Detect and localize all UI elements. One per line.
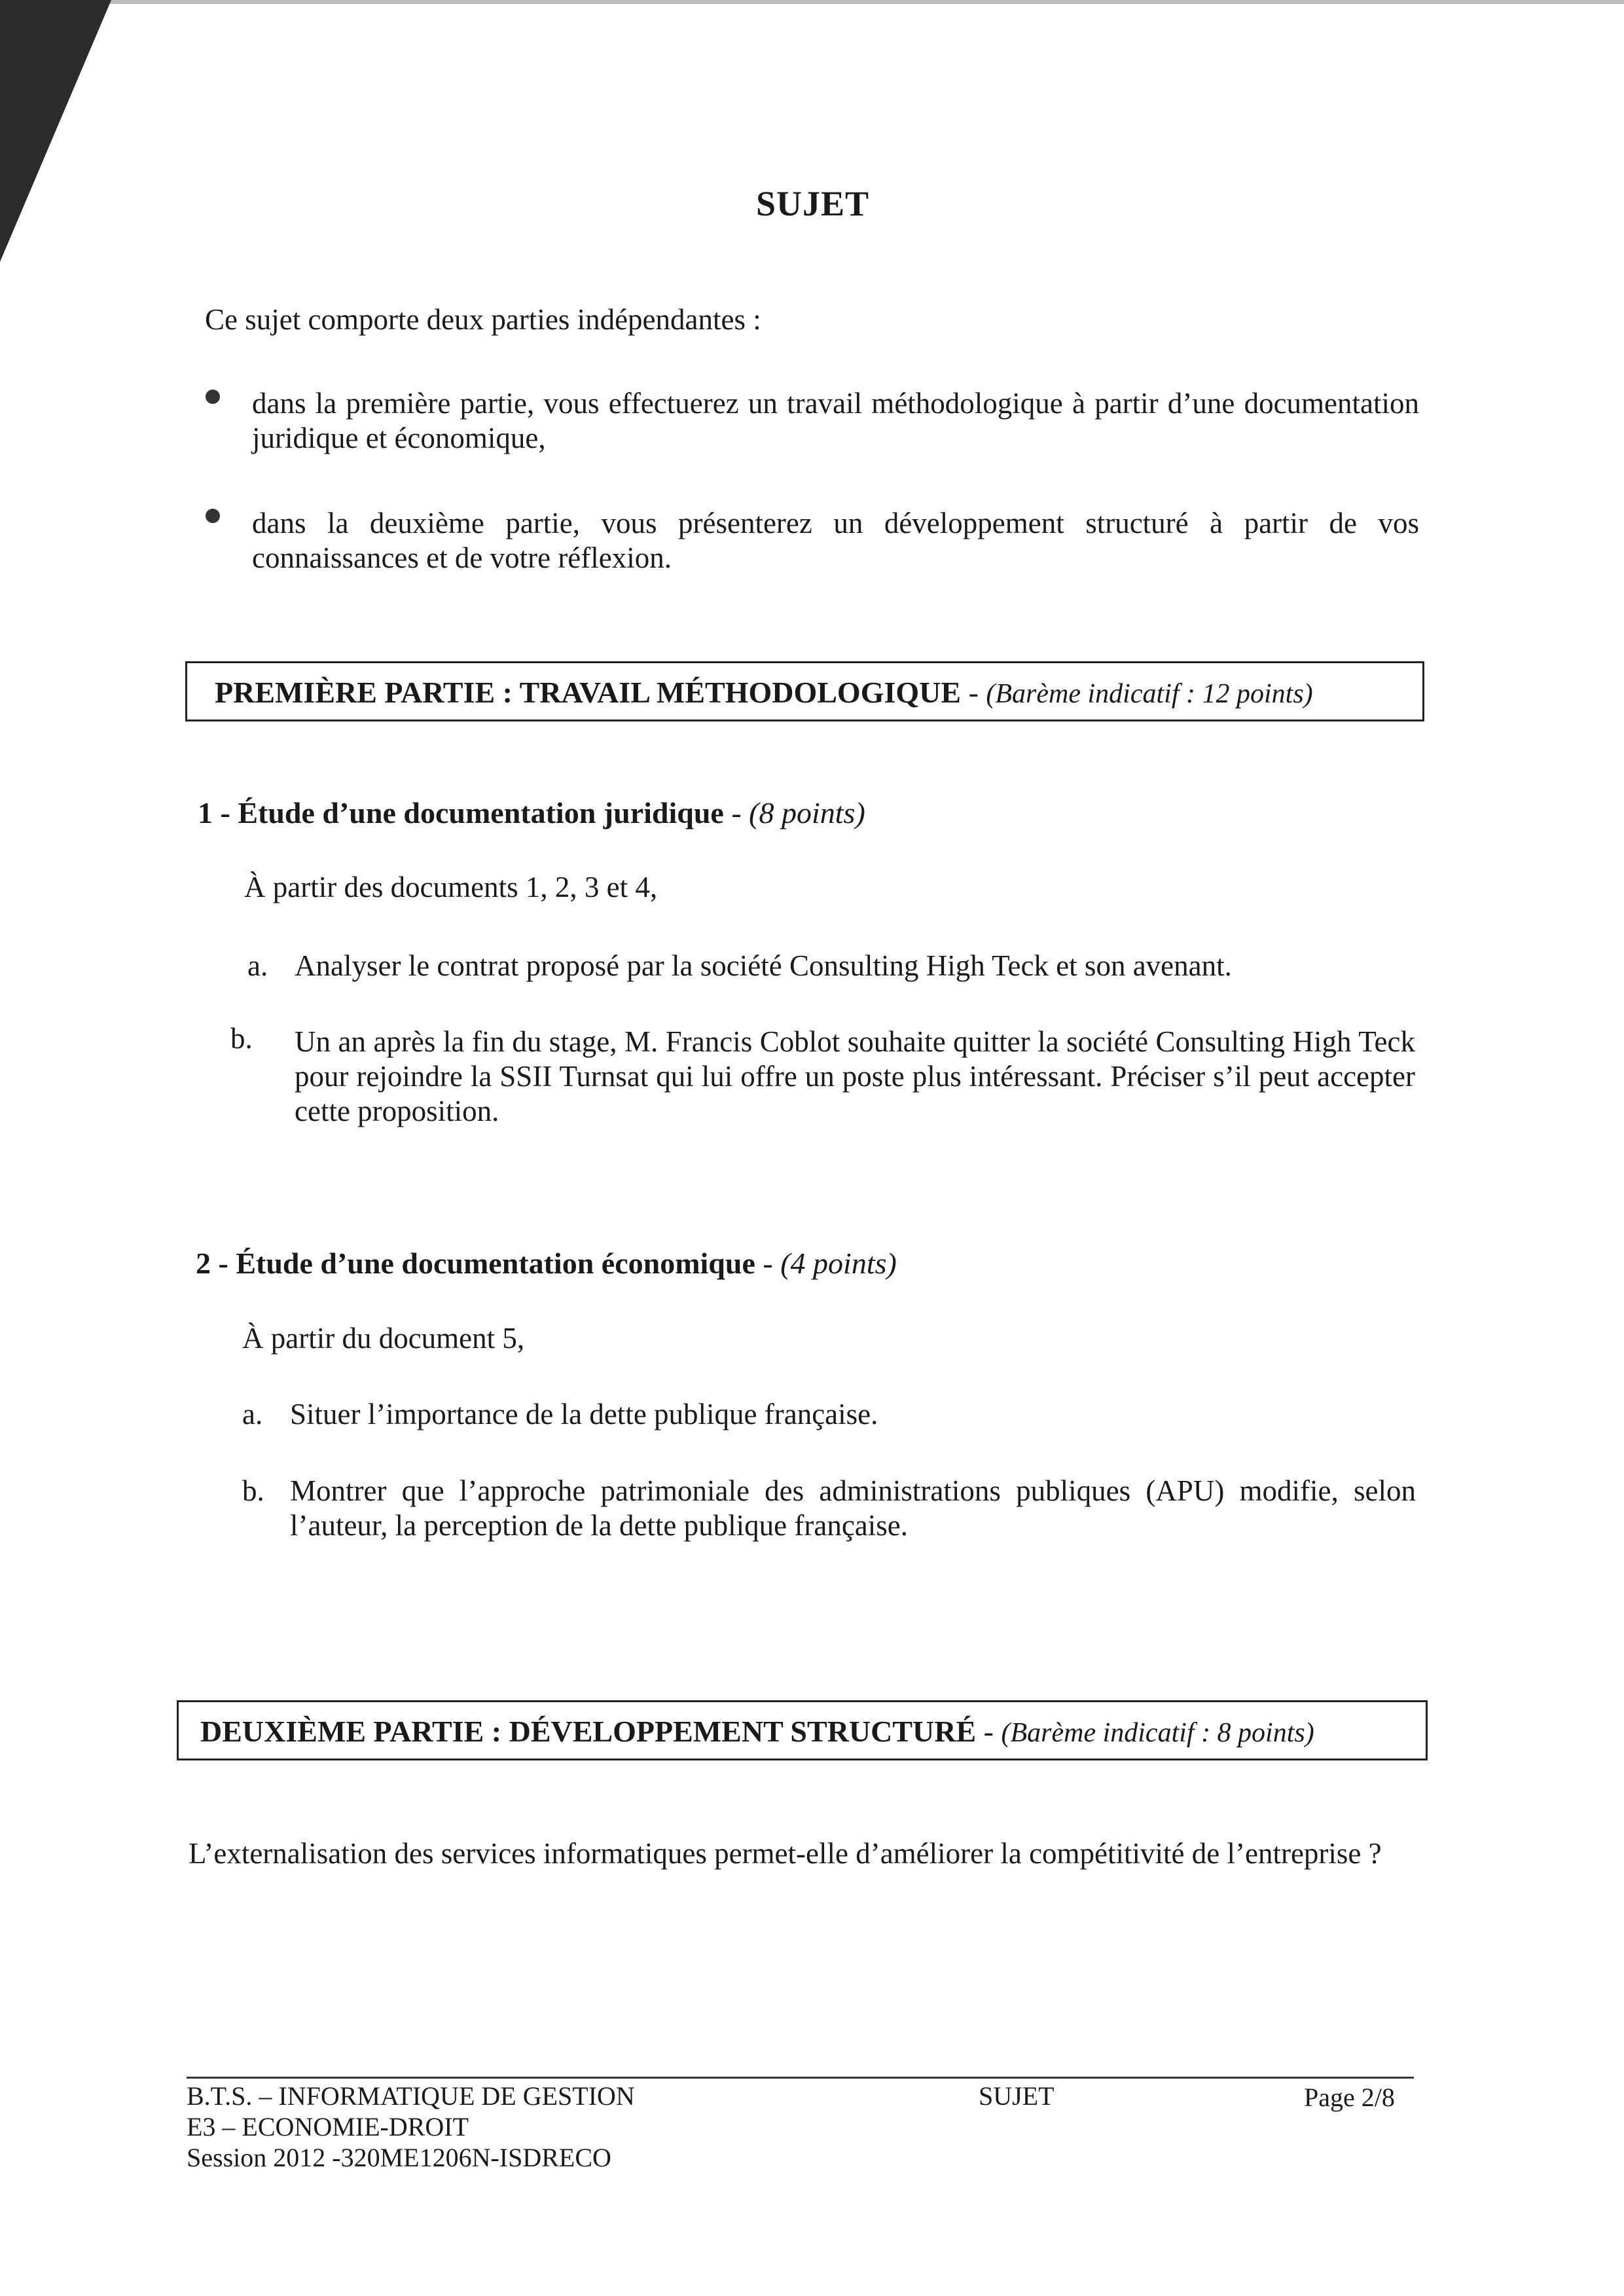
section1-separator: - xyxy=(723,796,749,829)
bullet-item-1: dans la première partie, vous effectuerez un travail méthodologique à partir d’une documentation juridique et économique, xyxy=(252,387,1419,454)
section2-item-b-label: b. xyxy=(242,1474,264,1507)
part2-header-box xyxy=(177,1700,1428,1760)
footer-line-1: B.T.S. – INFORMATIQUE DE GESTION xyxy=(187,2081,635,2111)
section2-item-a: Situer l’importance de la dette publique française. xyxy=(290,1398,878,1430)
section2-item-b: Montrer que l’approche patrimoniale des administrations publiques (APU) modifie, selon l’auteur, la perception de la dette publique française. xyxy=(290,1474,1416,1542)
section1-heading xyxy=(198,795,865,831)
scan-corner-shadow xyxy=(0,0,111,262)
footer-center: SUJET xyxy=(979,2081,1055,2111)
bullet-icon xyxy=(206,390,220,404)
section1-title: 1 - Étude d’une documentation juridique xyxy=(198,796,724,829)
footer-page-number: Page 2/8 xyxy=(1304,2083,1395,2112)
part2-heading: DEUXIÈME PARTIE : DÉVELOPPEMENT STRUCTURÉ xyxy=(200,1715,977,1748)
part1-separator: - xyxy=(961,676,986,709)
section2-item-a-label: a. xyxy=(242,1398,263,1430)
bullet-icon xyxy=(206,509,220,523)
section1-item-b: Un an après la fin du stage, M. Francis Coblot souhaite quitter la société Consulting High Teck pour rejoindre la SSII Turnsat qui lui offre un poste plus intéressant. Préciser s’il peut accepter cette proposition. xyxy=(295,1025,1415,1127)
section2-intro: À partir du document 5, xyxy=(242,1322,525,1355)
bullet-item-2: dans la deuxième partie, vous présenterez un développement structuré à partir de vos connaissances et de votre réflexion. xyxy=(252,507,1419,574)
part1-header-box xyxy=(185,661,1424,721)
section1-points: (8 points) xyxy=(749,796,865,829)
section2-heading xyxy=(196,1245,897,1282)
section2-points: (4 points) xyxy=(780,1247,897,1280)
section1-item-a-label: a. xyxy=(247,949,268,982)
part1-heading: PREMIÈRE PARTIE : TRAVAIL MÉTHODOLOGIQUE xyxy=(215,676,962,709)
part2-separator: - xyxy=(976,1715,1001,1748)
footer-line-3: Session 2012 -320ME1206N-ISDRECO xyxy=(187,2143,611,2172)
footer-divider xyxy=(187,2077,1414,2079)
section2-separator: - xyxy=(755,1247,781,1280)
scan-edge xyxy=(0,0,1624,4)
part1-bareme: (Barème indicatif : 12 points) xyxy=(986,679,1313,709)
intro-text: Ce sujet comporte deux parties indépendantes : xyxy=(205,303,761,336)
section2-title: 2 - Étude d’une documentation économique xyxy=(196,1247,755,1280)
part2-question: L’externalisation des services informatiques permet-elle d’améliorer la compétitivité de l’entreprise ? xyxy=(189,1837,1382,1870)
section1-item-b-label: b. xyxy=(230,1022,253,1055)
part2-bareme: (Barème indicatif : 8 points) xyxy=(1001,1718,1314,1748)
footer-line-2: E3 – ECONOMIE-DROIT xyxy=(187,2112,469,2141)
section1-item-a: Analyser le contrat proposé par la société Consulting High Teck et son avenant. xyxy=(295,949,1232,982)
section1-intro: À partir des documents 1, 2, 3 et 4, xyxy=(244,871,658,903)
page-title: SUJET xyxy=(756,184,870,223)
